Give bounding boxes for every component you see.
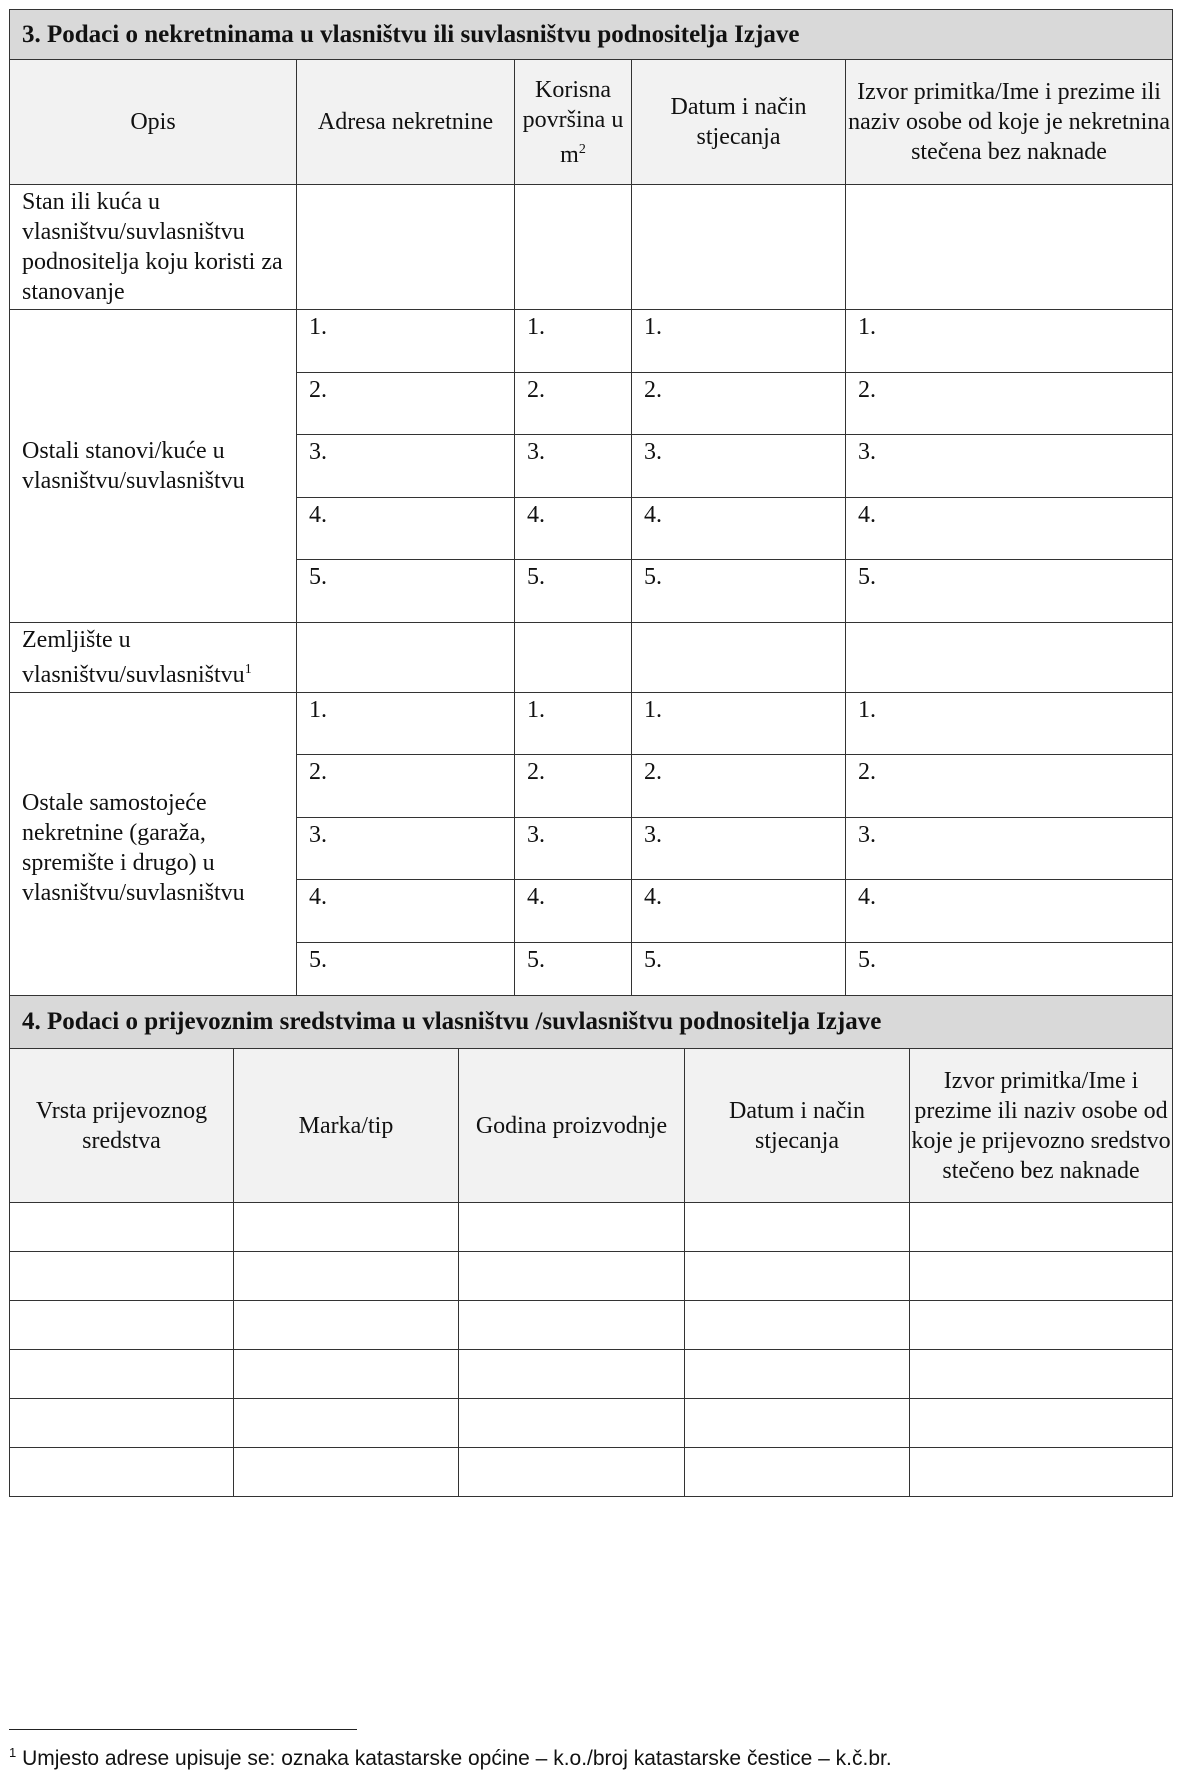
entry-number: 3. bbox=[309, 821, 327, 848]
numbered-entry-cell[interactable] bbox=[515, 692, 632, 755]
entry-number: 3. bbox=[527, 821, 545, 848]
input-cell[interactable] bbox=[234, 1252, 459, 1301]
entry-number: 1. bbox=[644, 314, 662, 340]
input-cell[interactable] bbox=[910, 1203, 1173, 1252]
section-3-title: 3. Podaci o nekretninama u vlasništvu ili suvlasništvu podnositelja Izjave bbox=[10, 10, 1173, 60]
entry-number: 3. bbox=[644, 439, 662, 465]
numbered-entry-cell[interactable] bbox=[846, 435, 1173, 498]
table-row bbox=[10, 1203, 1173, 1252]
table-row bbox=[10, 1399, 1173, 1448]
entry-number: 4. bbox=[644, 501, 662, 528]
numbered-entry-cell[interactable] bbox=[632, 372, 846, 435]
entry-number: 4. bbox=[309, 884, 327, 910]
input-cell[interactable] bbox=[515, 622, 632, 692]
entry-number: 3. bbox=[309, 439, 327, 465]
entry-number: 4. bbox=[527, 884, 545, 910]
numbered-entry-cell[interactable] bbox=[632, 692, 846, 755]
entry-number: 3. bbox=[858, 439, 876, 465]
numbered-entry-cell[interactable] bbox=[515, 560, 632, 623]
input-cell[interactable] bbox=[234, 1350, 459, 1399]
input-cell[interactable] bbox=[297, 185, 515, 310]
header-adresa: Adresa nekretnine bbox=[297, 60, 515, 185]
input-cell[interactable] bbox=[234, 1448, 459, 1497]
numbered-entry-cell[interactable] bbox=[297, 435, 515, 498]
numbered-entry-cell[interactable] bbox=[515, 310, 632, 373]
input-cell[interactable] bbox=[910, 1252, 1173, 1301]
input-cell[interactable] bbox=[685, 1448, 910, 1497]
entry-number: 4. bbox=[858, 501, 876, 528]
entry-number: 2. bbox=[527, 759, 545, 785]
input-cell[interactable] bbox=[10, 1203, 234, 1252]
table-row bbox=[10, 1252, 1173, 1301]
numbered-entry-cell[interactable] bbox=[846, 372, 1173, 435]
entry-number: 4. bbox=[527, 501, 545, 528]
input-cell[interactable] bbox=[459, 1301, 685, 1350]
table-row bbox=[10, 1350, 1173, 1399]
input-cell[interactable] bbox=[10, 1399, 234, 1448]
entry-number: 5. bbox=[858, 564, 876, 590]
input-cell[interactable] bbox=[10, 1448, 234, 1497]
numbered-entry-cell[interactable] bbox=[846, 310, 1173, 373]
footnote: $^1$ Umjesto adrese upisuje se: oznaka katastarske općine – k.o./broj katastarske čestice – k.č.br. bbox=[9, 1745, 892, 1770]
numbered-entry-cell[interactable] bbox=[297, 880, 515, 943]
numbered-entry-cell[interactable] bbox=[515, 880, 632, 943]
entry-number: 1. bbox=[858, 696, 876, 723]
entry-number: 1. bbox=[527, 696, 545, 723]
input-cell[interactable] bbox=[632, 622, 846, 692]
real-estate-table bbox=[9, 9, 1173, 1005]
vehicles-table bbox=[9, 995, 1173, 1497]
numbered-entry-cell[interactable] bbox=[632, 755, 846, 818]
numbered-entry-cell[interactable] bbox=[515, 435, 632, 498]
numbered-entry-cell[interactable] bbox=[297, 372, 515, 435]
numbered-entry-cell[interactable] bbox=[515, 372, 632, 435]
row-zemljiste-label: Zemljište u vlasništvu/suvlasništvu$^1$ bbox=[10, 622, 297, 692]
entry-number: 4. bbox=[309, 501, 327, 528]
input-cell[interactable] bbox=[685, 1301, 910, 1350]
table-row bbox=[10, 1301, 1173, 1350]
table-row bbox=[10, 1448, 1173, 1497]
entry-number: 3. bbox=[858, 821, 876, 848]
input-cell[interactable] bbox=[459, 1448, 685, 1497]
header-opis: Opis bbox=[10, 60, 297, 185]
numbered-entry-cell[interactable] bbox=[632, 560, 846, 623]
input-cell[interactable] bbox=[632, 185, 846, 310]
input-cell[interactable] bbox=[297, 622, 515, 692]
input-cell[interactable] bbox=[459, 1350, 685, 1399]
entry-number: 4. bbox=[858, 884, 876, 910]
entry-number: 2. bbox=[644, 759, 662, 785]
numbered-entry-cell[interactable] bbox=[297, 817, 515, 880]
header-datum: Datum i način stjecanja bbox=[632, 60, 846, 185]
header-vrsta: Vrsta prijevoznog sredstva bbox=[10, 1049, 234, 1203]
input-cell[interactable] bbox=[846, 185, 1173, 310]
header-izvor: Izvor primitka/Ime i prezime ili naziv osobe od koje je nekretnina stečena bez naknade bbox=[846, 60, 1173, 185]
numbered-entry-cell[interactable] bbox=[632, 817, 846, 880]
input-cell[interactable] bbox=[515, 185, 632, 310]
numbered-entry-cell[interactable] bbox=[515, 817, 632, 880]
input-cell[interactable] bbox=[910, 1448, 1173, 1497]
footnote-divider bbox=[9, 1729, 357, 1730]
numbered-entry-cell[interactable] bbox=[632, 497, 846, 560]
section-4-title: 4. Podaci o prijevoznim sredstvima u vlasništvu /suvlasništvu podnositelja Izjave bbox=[10, 996, 1173, 1049]
numbered-entry-cell[interactable] bbox=[846, 560, 1173, 623]
entry-number: 2. bbox=[309, 759, 327, 785]
entry-number: 2. bbox=[858, 759, 876, 785]
numbered-entry-cell[interactable] bbox=[632, 310, 846, 373]
header-godina: Godina proizvodnje bbox=[459, 1049, 685, 1203]
entry-number: 5. bbox=[309, 564, 327, 590]
entry-number: 5. bbox=[309, 946, 327, 973]
input-cell[interactable] bbox=[459, 1399, 685, 1448]
numbered-entry-cell[interactable] bbox=[846, 497, 1173, 560]
header-datum: Datum i način stjecanja bbox=[685, 1049, 910, 1203]
entry-number: 5. bbox=[858, 946, 876, 973]
entry-number: 1. bbox=[858, 314, 876, 340]
input-cell[interactable] bbox=[846, 622, 1173, 692]
entry-number: 5. bbox=[527, 946, 545, 973]
numbered-entry-cell[interactable] bbox=[297, 755, 515, 818]
row-stan-label: Stan ili kuća u vlasništvu/suvlasništvu podnositelja koju koristi za stanovanje bbox=[10, 185, 297, 310]
numbered-entry-cell[interactable] bbox=[297, 310, 515, 373]
input-cell[interactable] bbox=[685, 1252, 910, 1301]
entry-number: 5. bbox=[644, 564, 662, 590]
entry-number: 4. bbox=[644, 884, 662, 910]
numbered-entry-cell[interactable] bbox=[632, 880, 846, 943]
row-samostojece-label: Ostale samostojeće nekretnine (garaža, spremište i drugo) u vlasništvu/suvlasništvu bbox=[10, 692, 297, 1005]
header-izvor: Izvor primitka/Ime i prezime ili naziv osobe od koje je prijevozno sredstvo stečeno bez naknade bbox=[910, 1049, 1173, 1203]
entry-number: 2. bbox=[858, 376, 876, 403]
numbered-entry-cell[interactable] bbox=[297, 497, 515, 560]
entry-number: 2. bbox=[309, 376, 327, 403]
numbered-entry-cell[interactable] bbox=[846, 692, 1173, 755]
input-cell[interactable] bbox=[10, 1301, 234, 1350]
entry-number: 1. bbox=[309, 314, 327, 340]
row-ostali-label: Ostali stanovi/kuće u vlasništvu/suvlasništvu bbox=[10, 310, 297, 623]
entry-number: 3. bbox=[527, 439, 545, 465]
entry-number: 5. bbox=[527, 564, 545, 590]
input-cell[interactable] bbox=[234, 1301, 459, 1350]
input-cell[interactable] bbox=[10, 1350, 234, 1399]
numbered-entry-cell[interactable] bbox=[846, 817, 1173, 880]
input-cell[interactable] bbox=[685, 1350, 910, 1399]
input-cell[interactable] bbox=[234, 1203, 459, 1252]
input-cell[interactable] bbox=[459, 1203, 685, 1252]
header-povrsina: Korisna površina u $m^2$ bbox=[515, 60, 632, 185]
input-cell[interactable] bbox=[10, 1252, 234, 1301]
header-marka: Marka/tip bbox=[234, 1049, 459, 1203]
input-cell[interactable] bbox=[910, 1350, 1173, 1399]
input-cell[interactable] bbox=[685, 1399, 910, 1448]
numbered-entry-cell[interactable] bbox=[297, 692, 515, 755]
entry-number: 1. bbox=[309, 696, 327, 723]
entry-number: 2. bbox=[644, 376, 662, 403]
numbered-entry-cell[interactable] bbox=[515, 497, 632, 560]
numbered-entry-cell[interactable] bbox=[846, 880, 1173, 943]
entry-number: 1. bbox=[644, 696, 662, 723]
input-cell[interactable] bbox=[685, 1203, 910, 1252]
input-cell[interactable] bbox=[459, 1252, 685, 1301]
entry-number: 1. bbox=[527, 314, 545, 340]
entry-number: 3. bbox=[644, 821, 662, 848]
entry-number: 5. bbox=[644, 946, 662, 973]
input-cell[interactable] bbox=[234, 1399, 459, 1448]
input-cell[interactable] bbox=[910, 1301, 1173, 1350]
numbered-entry-cell[interactable] bbox=[515, 755, 632, 818]
entry-number: 2. bbox=[527, 376, 545, 403]
numbered-entry-cell[interactable] bbox=[846, 755, 1173, 818]
input-cell[interactable] bbox=[910, 1399, 1173, 1448]
numbered-entry-cell[interactable] bbox=[297, 560, 515, 623]
numbered-entry-cell[interactable] bbox=[632, 435, 846, 498]
